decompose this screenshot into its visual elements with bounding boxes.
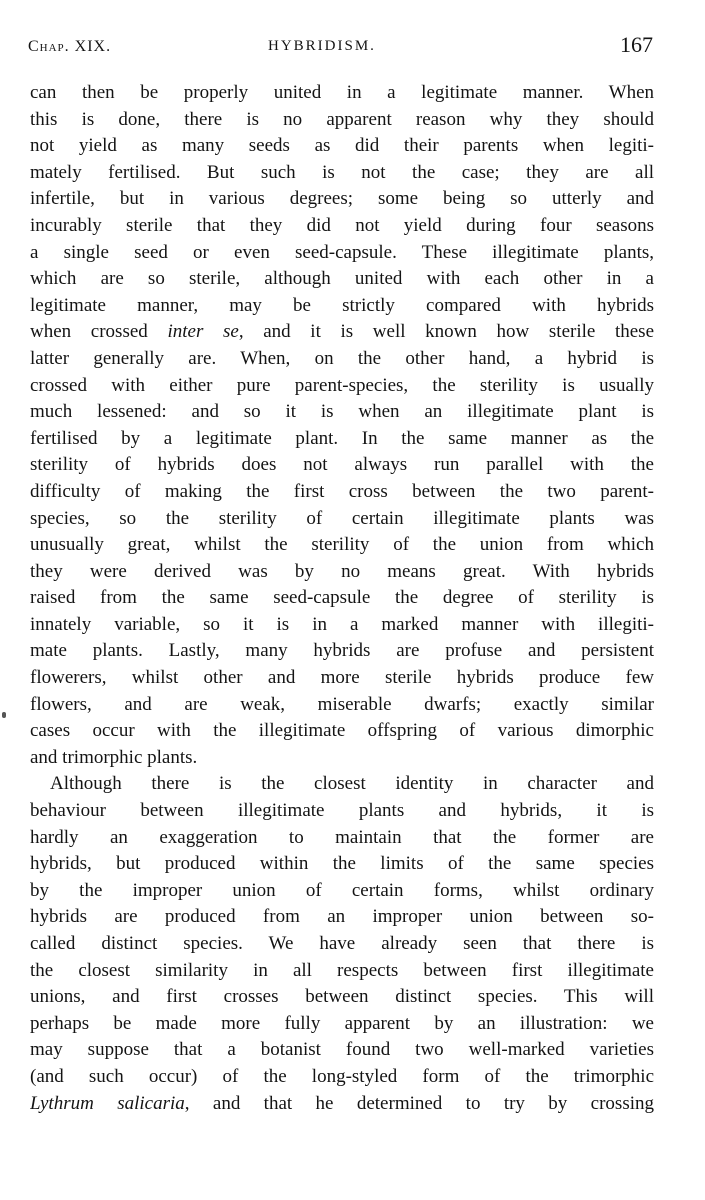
text-line: innately variable, so it is in a marked manner with illegiti- [30,613,654,635]
text-line: incurably sterile that they did not yield during four seasons [30,214,654,236]
running-title: HYBRIDISM. [268,38,376,54]
text-line: (and such occur) of the long-styled form of the trimorphic [30,1065,654,1087]
text-line [30,319,654,346]
text-line: they were derived was by no means great. With hybrids [30,560,654,582]
text-line: cases occur with the illegitimate offspring of various dimorphic [30,720,654,742]
running-head [28,32,653,60]
text-line: legitimate manner, may be strictly compared with hybrids [30,294,654,316]
text-line: hybrids are produced from an improper union between so- [30,906,654,928]
text-line: Although there is the closest identity in character and [50,773,654,795]
text-line: unusually great, whilst the sterility of the union from which [30,534,654,556]
text-line: which are so sterile, although united with each other in a [30,268,654,290]
text-line: hardly an exaggeration to maintain that the former are [30,826,654,848]
text-line: fertilised by a legitimate plant. In the same manner as the [30,427,654,449]
text-line: difficulty of making the first cross between the two parent- [30,480,654,502]
text-line: raised from the same seed-capsule the degree of sterility is [30,587,654,609]
text-line: and trimorphic plants. [30,746,198,768]
text-fragment: when crossed [30,321,148,343]
text-line: mate plants. Lastly, many hybrids are profuse and persistent [30,640,654,662]
text-line: flowers, and are weak, miserable dwarfs; exactly similar [30,693,654,715]
text-line: called distinct species. We have already seen that there is [30,933,654,954]
margin-mark [2,712,6,718]
text-line: can then be properly united in a legitimate manner. When [30,82,654,103]
italic-species-name: Lythrum salicaria [30,1092,185,1114]
text-line [30,1091,654,1118]
text-line: mately fertilised. But such is not the case; they are all [30,161,654,183]
text-line: a single seed or even seed-capsule. These illegitimate plants, [30,241,654,263]
page-number: 167 [620,32,653,57]
text-line: may suppose that a botanist found two well-marked varieties [30,1039,654,1061]
text-line: much lessened: and so it is when an illegitimate plant is [30,401,654,423]
text-line: crossed with either pure parent-species, the sterility is usually [30,374,654,396]
text-line: behaviour between illegitimate plants and hybrids, it is [30,800,654,822]
body-text [30,80,654,1117]
text-line: this is done, there is no apparent reason why they should [30,108,654,130]
chapter-label: Chap. XIX. [28,38,112,55]
text-line: perhaps be made more fully apparent by an illustration: we [30,1012,654,1034]
text-fragment: , and that he determined to try by crossing [184,1092,654,1114]
text-line: flowerers, whilst other and more sterile hybrids produce few [30,667,654,689]
italic-term: inter se [167,321,239,343]
text-line: not yield as many seeds as did their parents when legiti- [30,135,654,157]
text-line: species, so the sterility of certain illegitimate plants was [30,507,654,529]
text-fragment: , and it is well known how sterile these [238,321,654,343]
text-line: sterility of hybrids does not always run parallel with the [30,454,654,476]
text-line: unions, and first crosses between distinct species. This will [30,986,654,1008]
text-line: by the improper union of certain forms, whilst ordinary [30,879,654,901]
text-line: the closest similarity in all respects between first illegitimate [30,959,654,981]
text-line: infertile, but in various degrees; some being so utterly and [30,188,654,210]
text-line: latter generally are. When, on the other hand, a hybrid is [30,347,654,369]
text-line: hybrids, but produced within the limits of the same species [30,853,654,875]
